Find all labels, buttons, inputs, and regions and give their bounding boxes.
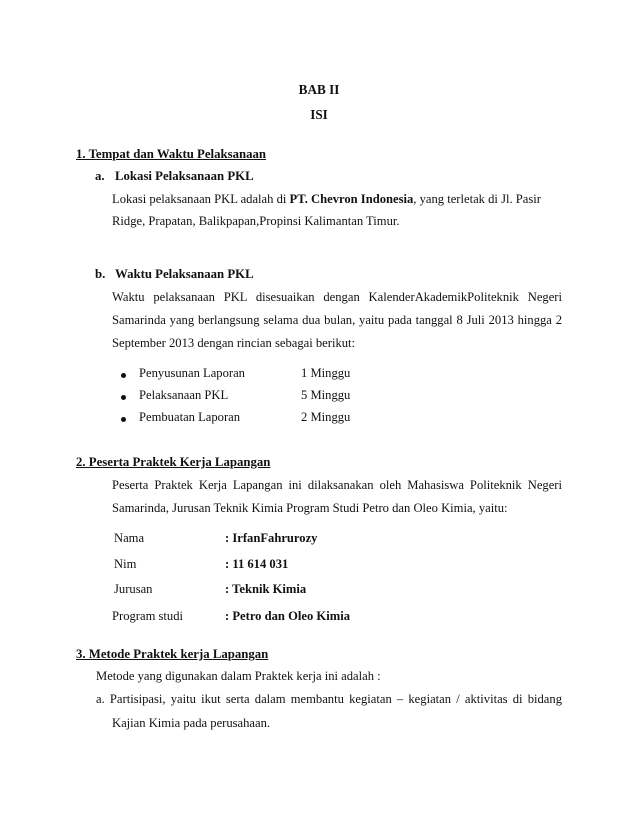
schedule-activity: Penyusunan Laporan (139, 366, 245, 380)
page-title: ISI (310, 107, 328, 122)
section-2-heading: 2. Peserta Praktek Kerja Lapangan (76, 455, 271, 469)
section-3-heading: 3. Metode Praktek kerja Lapangan (76, 647, 269, 661)
method-intro: Metode yang digunakan dalam Praktek kerja ini adalah : (96, 669, 381, 683)
location-text-post: , yang terletak di Jl. Pasir (413, 192, 541, 206)
participant-paragraph-line-1: Peserta Praktek Kerja Lapangan ini dilaksanakan oleh Mahasiswa Politeknik Negeri (112, 478, 562, 492)
subsection-a-title: Lokasi Pelaksanaan PKL (115, 169, 254, 183)
bullet-icon (121, 395, 126, 400)
field-value-program-studi: : Petro dan Oleo Kimia (225, 609, 350, 623)
schedule-paragraph-line-1: Waktu pelaksanaan PKL disesuaikan dengan KalenderAkademikPoliteknik Negeri (112, 290, 562, 304)
field-label-program-studi: Program studi (112, 609, 184, 623)
schedule-activity: Pelaksanaan PKL (139, 388, 229, 402)
section-1-heading: 1. Tempat dan Waktu Pelaksanaan (76, 147, 267, 161)
subsection-a-label: a. (95, 169, 105, 183)
field-label-nim: Nim (114, 557, 137, 571)
schedule-activity: Pembuatan Laporan (139, 410, 241, 424)
schedule-paragraph-line-2: Samarinda yang berlangsung selama dua bulan, yaitu pada tanggal 8 Juli 2013 hingga 2 (112, 313, 562, 327)
subsection-b-title: Waktu Pelaksanaan PKL (115, 267, 254, 281)
bullet-icon (121, 373, 126, 378)
location-line-2: Ridge, Prapatan, Balikpapan,Propinsi Kalimantan Timur. (112, 214, 400, 228)
field-value-nim: : 11 614 031 (225, 557, 289, 571)
location-text-pre: Lokasi pelaksanaan PKL adalah di (112, 192, 290, 206)
field-label-jurusan: Jurusan (114, 582, 153, 596)
subsection-b-label: b. (95, 267, 106, 281)
field-value-nama: : IrfanFahrurozy (225, 531, 318, 545)
company-name: PT. Chevron Indonesia (289, 192, 414, 206)
field-value-jurusan: : Teknik Kimia (225, 582, 307, 596)
schedule-duration: 1 Minggu (301, 366, 351, 380)
field-label-nama: Nama (114, 531, 145, 545)
schedule-paragraph-line-3: September 2013 dengan rincian sebagai berikut: (112, 336, 356, 350)
method-item-a-line-2: Kajian Kimia pada perusahaan. (112, 716, 271, 730)
schedule-duration: 5 Minggu (301, 388, 351, 402)
participant-paragraph-line-2: Samarinda, Jurusan Teknik Kimia Program Studi Petro dan Oleo Kimia, yaitu: (112, 501, 508, 515)
chapter-label: BAB II (298, 82, 340, 97)
method-item-a-line-1: a. Partisipasi, yaitu ikut serta dalam membantu kegiatan – kegiatan / aktivitas di bidang (96, 692, 562, 706)
location-line-1 (112, 192, 541, 207)
schedule-duration: 2 Minggu (301, 410, 351, 424)
bullet-icon (121, 417, 126, 422)
